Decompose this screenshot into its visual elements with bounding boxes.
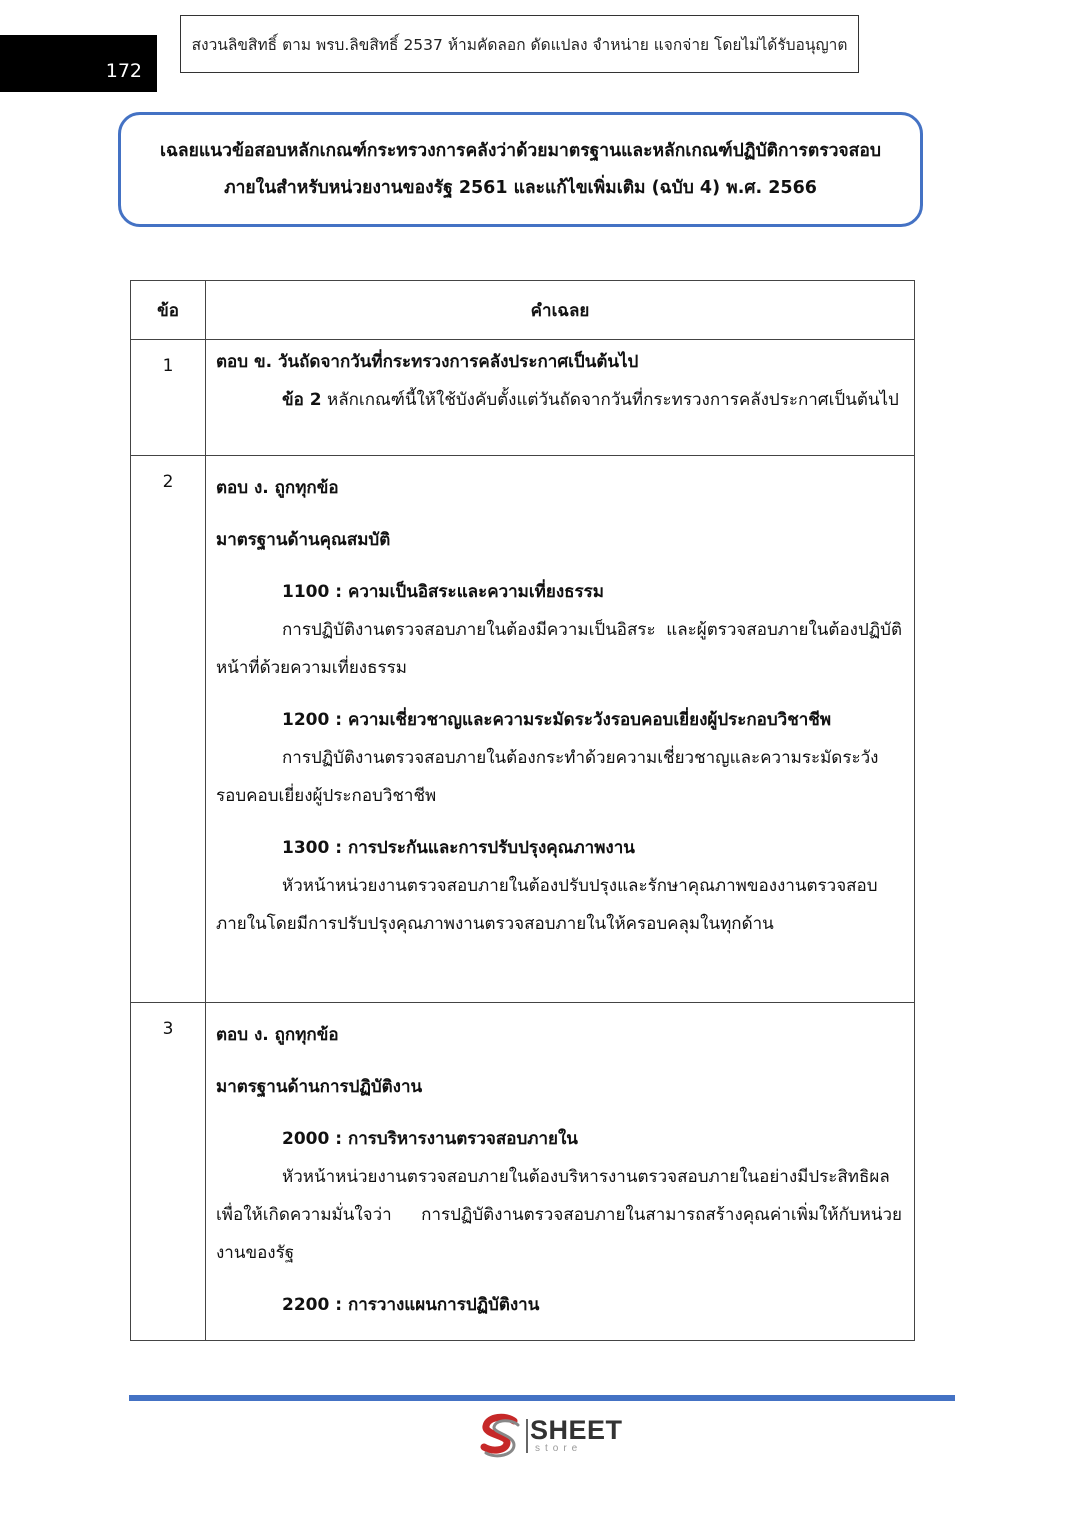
item-heading: 1300 : การประกันและการปรับปรุงคุณภาพงาน [282, 838, 635, 858]
row-number: 3 [131, 1003, 206, 1341]
section-heading: มาตรฐานด้านคุณสมบัติ [216, 530, 391, 550]
item-heading: 1100 : ความเป็นอิสระและความเที่ยงธรรม [282, 582, 604, 602]
header-number: ข้อ [131, 281, 206, 340]
item-text: หัวหน้าหน่วยงานตรวจสอบภายในต้องปรับปรุงและรักษาคุณภาพของงานตรวจสอบภายในโดยมีการปรับปรุงคุณภาพงานตรวจสอบภายในให้ครอบคลุมในทุกด้าน [216, 876, 878, 934]
page-number: 172 [0, 35, 157, 92]
row-number: 1 [131, 340, 206, 456]
item-text: การปฏิบัติงานตรวจสอบภายในต้องมีความเป็นอิสระ และผู้ตรวจสอบภายในต้องปฏิบัติหน้าที่ด้วยความเที่ยงธรรม [216, 620, 902, 678]
row-answer [206, 456, 915, 1003]
logo-s-icon [478, 1413, 524, 1461]
answer-choice: ตอบ ง. ถูกทุกข้อ [216, 1025, 339, 1045]
item-text: หัวหน้าหน่วยงานตรวจสอบภายในต้องบริหารงานตรวจสอบภายในอย่างมีประสิทธิผล เพื่อให้เกิดความมั่นใจว่า การปฏิบัติงานตรวจสอบภายในสามารถสร้างคุณค่าเพิ่มให้กับหน่วยงานของรัฐ [216, 1167, 902, 1263]
header-answer: คำเฉลย [206, 281, 915, 340]
item-text: การปฏิบัติงานตรวจสอบภายในต้องกระทำด้วยความเชี่ยวชาญและความระมัดระวังรอบคอบเยี่ยงผู้ประกอบวิชาชีพ [216, 748, 879, 806]
footer-divider [129, 1395, 955, 1401]
title-line-1: เฉลยแนวข้อสอบหลักเกณฑ์กระทรวงการคลังว่าด้วยมาตรฐานและหลักเกณฑ์ปฏิบัติการตรวจสอบ [160, 140, 881, 161]
item-heading: 1200 : ความเชี่ยวชาญและความระมัดระวังรอบคอบเยี่ยงผู้ประกอบวิชาชีพ [282, 710, 832, 730]
section-heading: มาตรฐานด้านการปฏิบัติงาน [216, 1077, 423, 1097]
copyright-notice: สงวนลิขสิทธิ์ ตาม พรบ.ลิขสิทธิ์ 2537 ห้ามคัดลอก ดัดแปลง จำหน่าย แจกจ่าย โดยไม่ได้รับอนุญาต [180, 15, 859, 73]
table-header-row [131, 281, 915, 340]
logo-subtitle: store [535, 1443, 583, 1454]
table-row [131, 1003, 915, 1341]
reference-body: หลักเกณฑ์นี้ให้ใช้บังคับตั้งแต่วันถัดจากวันที่กระทรวงการคลังประกาศเป็นต้นไป [321, 390, 899, 410]
row-answer [206, 1003, 915, 1341]
sheet-store-logo [478, 1413, 638, 1461]
row-number: 2 [131, 456, 206, 1003]
title-line-2: ภายในสำหรับหน่วยงานของรัฐ 2561 และแก้ไขเพิ่มเติม (ฉบับ 4) พ.ศ. 2566 [224, 177, 817, 198]
answer-table [130, 280, 915, 1341]
logo-separator [526, 1419, 528, 1453]
answer-choice: ตอบ ข. วันถัดจากวันที่กระทรวงการคลังประกาศเป็นต้นไป [216, 352, 639, 372]
logo-wordmark: SHEET [530, 1415, 623, 1445]
table-row [131, 456, 915, 1003]
item-heading: 2000 : การบริหารงานตรวจสอบภายใน [282, 1129, 578, 1149]
row-answer [206, 340, 915, 456]
document-title [118, 112, 923, 227]
item-heading: 2200 : การวางแผนการปฏิบัติงาน [282, 1295, 540, 1315]
reference-text [216, 381, 902, 419]
reference-label: ข้อ 2 [282, 390, 322, 410]
answer-choice: ตอบ ง. ถูกทุกข้อ [216, 478, 339, 498]
table-row [131, 340, 915, 456]
